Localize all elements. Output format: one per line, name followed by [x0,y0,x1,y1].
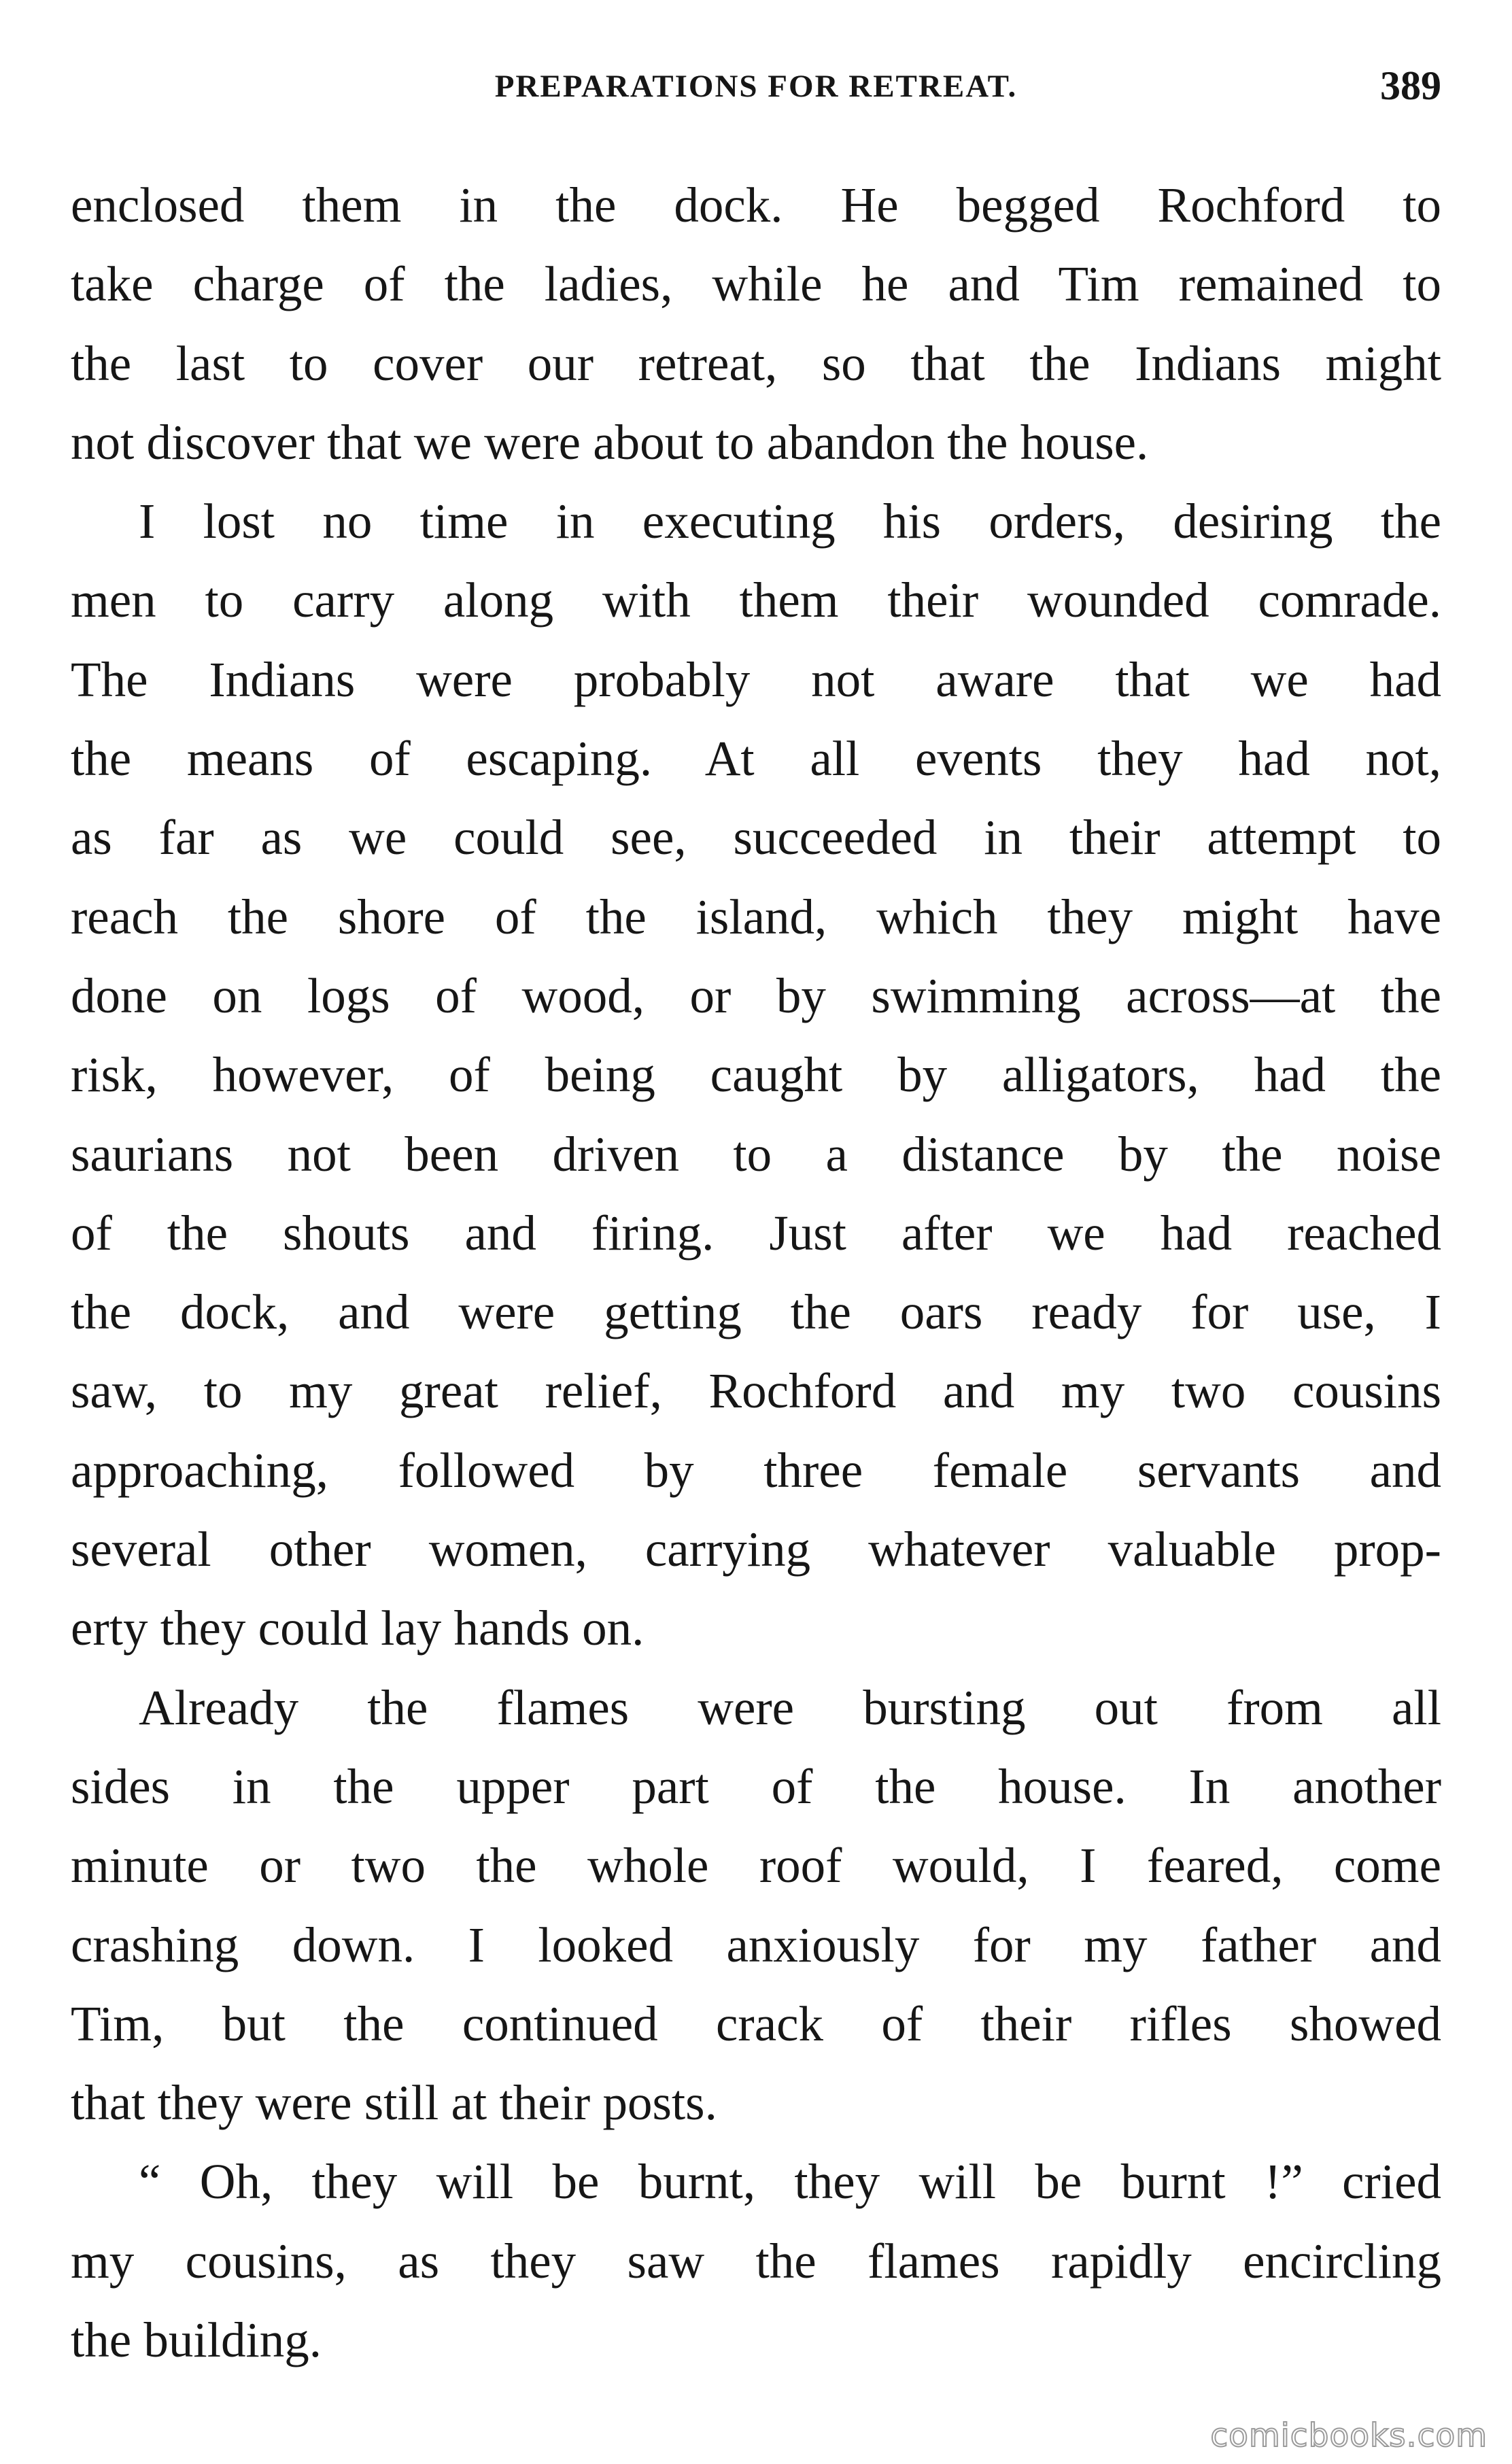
watermark: comicbooks.com [1210,2417,1488,2454]
text-line: the last to cover our retreat, so that the Indians might [71,335,1441,391]
running-head [71,63,1441,117]
text-line: as far as we could see, succeeded in their attempt to [71,810,1441,866]
text-line: men to carry along with them their wounded comrade. [71,572,1441,628]
paragraph-first-line: I lost no time in executing his orders, desiring the [139,494,1441,549]
text-line: minute or two the whole roof would, I feared, come [71,1838,1441,1894]
paragraph-first-line: Already the flames were bursting out from all [139,1679,1441,1735]
paragraph-first-line: “ Oh, they will be burnt, they will be burnt !” cried [139,2154,1441,2210]
text-line: saw, to my great relief, Rochford and my two cousins [71,1363,1441,1419]
text-line: take charge of the ladies, while he and Tim remained to [71,256,1441,312]
text-line: my cousins, as they saw the flames rapidly encircling [71,2233,1441,2289]
text-line: several other women, carrying whatever valuable prop- [71,1522,1441,1577]
text-line: risk, however, of being caught by alligators, had the [71,1047,1441,1103]
text-line: sides in the upper part of the house. In another [71,1758,1441,1814]
text-line: enclosed them in the dock. He begged Rochford to [71,177,1441,233]
text-line: the dock, and were getting the oars ready for use, I [71,1284,1441,1340]
page-number: 389 [1380,63,1441,108]
running-title: PREPARATIONS FOR RETREAT. [494,69,1018,104]
text-line: done on logs of wood, or by swimming across—at the [71,968,1441,1023]
text-line: not discover that we were about to abandon the house. [71,414,1149,470]
text-line: the means of escaping. At all events they had not, [71,731,1441,787]
text-line: saurians not been driven to a distance by the noise [71,1126,1441,1182]
text-line: approaching, followed by three female servants and [71,1442,1441,1498]
text-line: crashing down. I looked anxiously for my father and [71,1917,1441,1972]
body-text [71,166,1441,2380]
text-line: that they were still at their posts. [71,2075,717,2131]
text-line: The Indians were probably not aware that we had [71,651,1441,707]
text-line: Tim, but the continued crack of their rifles showed [71,1996,1441,2051]
text-line: of the shouts and firing. Just after we had reached [71,1205,1441,1261]
text-line: the building. [71,2312,322,2368]
text-line: erty they could lay hands on. [71,1601,645,1656]
text-line: reach the shore of the island, which they might have [71,889,1441,944]
